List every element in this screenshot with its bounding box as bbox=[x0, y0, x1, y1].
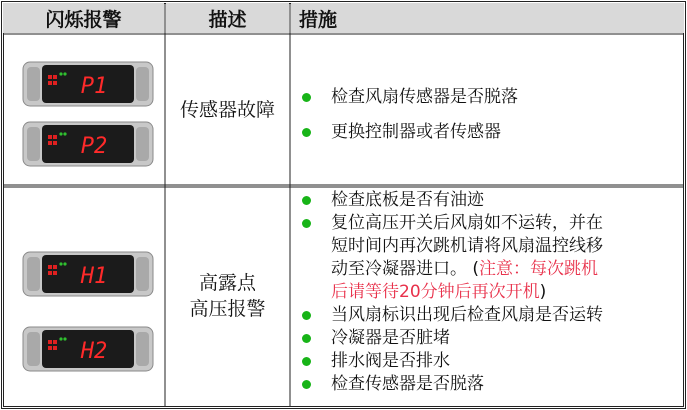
list-item bbox=[291, 350, 683, 373]
measure-text: 检查底板是否有油迹 bbox=[331, 190, 484, 210]
bullet-icon bbox=[302, 380, 311, 389]
list-item bbox=[291, 212, 683, 304]
measure-line bbox=[331, 281, 683, 304]
warning-note: 后请等待20分钟后再次开机 bbox=[331, 282, 540, 302]
description-sensor-fault bbox=[166, 97, 289, 123]
measure-line-text: 动至冷凝器进口。 bbox=[331, 259, 467, 279]
measure-text: 检查风扇传感器是否脱落 bbox=[331, 87, 518, 107]
measures-list-sensor bbox=[291, 86, 681, 144]
measure-line: 复位高压开关后风扇如不运转，并在 bbox=[331, 213, 603, 233]
description-line: 高露点 bbox=[198, 272, 256, 294]
measure-text: 排水阀是否排水 bbox=[331, 351, 450, 371]
list-item bbox=[291, 121, 681, 144]
warning-note: 注意：每次跳机 bbox=[479, 259, 599, 279]
note-open: ( bbox=[467, 259, 480, 279]
controller-display-p2 bbox=[22, 121, 154, 167]
measure-text: 当风扇标识出现后检查风扇是否运转 bbox=[331, 305, 603, 325]
description-line: 传感器故障 bbox=[179, 99, 275, 121]
controller-display-p1 bbox=[22, 61, 154, 107]
bullet-icon bbox=[302, 128, 311, 137]
description-high-pressure bbox=[166, 270, 289, 322]
measures-list-high-pressure bbox=[291, 189, 683, 396]
measure-text: 冷凝器是否脏堵 bbox=[331, 328, 450, 348]
header-measures: 措施 bbox=[291, 3, 684, 33]
header-alarm: 闪烁报警 bbox=[3, 3, 164, 33]
bullet-icon bbox=[302, 219, 311, 228]
description-line: 高压报警 bbox=[189, 298, 266, 320]
bullet-icon bbox=[302, 357, 311, 366]
list-item bbox=[291, 304, 683, 327]
measure-text: 检查传感器是否脱落 bbox=[331, 374, 484, 394]
measure-line bbox=[331, 258, 683, 281]
controller-display-h2 bbox=[22, 326, 154, 372]
measure-line: 短时间内再次跳机请将风扇温控线移 bbox=[331, 236, 603, 256]
note-close: ) bbox=[539, 282, 547, 302]
display-code: H2 bbox=[80, 339, 108, 364]
list-item bbox=[291, 373, 683, 396]
bullet-icon bbox=[302, 311, 311, 320]
display-code: P2 bbox=[80, 134, 108, 159]
bullet-icon bbox=[302, 93, 311, 102]
header-description: 描述 bbox=[166, 3, 289, 33]
bullet-icon bbox=[302, 196, 311, 205]
list-item bbox=[291, 327, 683, 350]
display-code: P1 bbox=[80, 74, 108, 99]
measure-text: 更换控制器或者传感器 bbox=[331, 122, 501, 142]
bullet-icon bbox=[302, 334, 311, 343]
list-item bbox=[291, 86, 681, 109]
list-item bbox=[291, 189, 683, 212]
display-code: H1 bbox=[80, 264, 108, 289]
controller-display-h1 bbox=[22, 251, 154, 297]
